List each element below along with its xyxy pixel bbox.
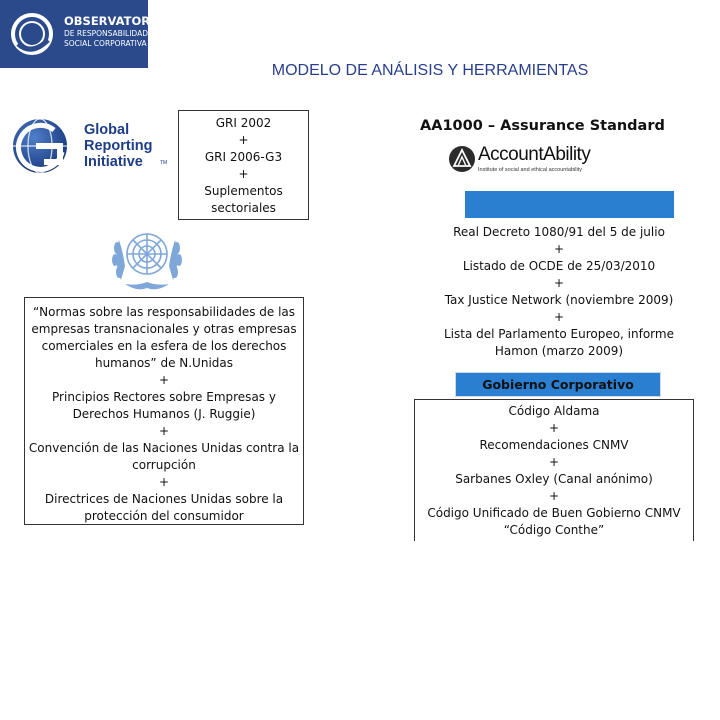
accountability-tagline: Institute of social and ethical accountability xyxy=(478,167,582,173)
gri-line: sectoriales xyxy=(211,201,276,215)
gobierno-line: + xyxy=(548,455,560,469)
un-line: protección del consumidor xyxy=(84,509,244,523)
gri-logo xyxy=(10,114,175,178)
un-emblem-icon xyxy=(107,222,187,294)
page-title: MODELO DE ANÁLISIS Y HERRAMIENTAS xyxy=(271,62,589,79)
gri-word-global: Global xyxy=(84,122,130,138)
accountability-emblem-icon xyxy=(448,144,476,174)
accountability-logo xyxy=(448,142,608,180)
gri-word-reporting: Reporting xyxy=(84,138,153,154)
un-line: Directrices de Naciones Unidas sobre la xyxy=(44,492,284,506)
un-line: Derechos Humanos (J. Ruggie) xyxy=(72,407,256,421)
observatorio-line-2: DE RESPONSABILIDAD xyxy=(64,29,148,38)
gri-globe-icon xyxy=(10,116,76,176)
fiscal-line: + xyxy=(553,276,565,290)
fiscal-line: Real Decreto 1080/91 del 5 de julio xyxy=(453,225,665,239)
un-line: Principios Rectores sobre Empresas y xyxy=(52,390,276,404)
gri-line: GRI 2002 xyxy=(215,116,272,130)
un-line: empresas transnacionales y otras empresas xyxy=(31,322,297,336)
observatorio-line-1: OBSERVATORIO xyxy=(64,14,165,28)
gobierno-corporativo-box xyxy=(414,399,694,541)
un-line: Convención de las Naciones Unidas contra la xyxy=(28,441,300,455)
observatorio-ring-icon xyxy=(8,10,60,58)
fiscal-line: Listado de OCDE de 25/03/2010 xyxy=(462,259,656,273)
gri-versions-box xyxy=(178,110,309,220)
un-norms-box xyxy=(24,297,304,525)
gobierno-line: + xyxy=(548,421,560,435)
aa1000-title: AA1000 – Assurance Standard xyxy=(420,118,665,134)
fiscal-header-band xyxy=(465,191,674,218)
gobierno-line: Recomendaciones CNMV xyxy=(479,438,629,452)
fiscal-line: + xyxy=(553,310,565,324)
observatorio-logo xyxy=(0,0,165,68)
fiscal-line: + xyxy=(553,242,565,256)
observatorio-line-3: SOCIAL CORPORATIVA xyxy=(64,39,147,48)
un-line: corrupción xyxy=(132,458,196,472)
gri-trademark: TM xyxy=(160,160,168,166)
un-line: + xyxy=(158,475,170,489)
fiscal-line: Lista del Parlamento Europeo, informe xyxy=(444,327,674,341)
fiscal-sources-list xyxy=(432,224,686,360)
fiscal-line: Tax Justice Network (noviembre 2009) xyxy=(444,293,674,307)
un-line: “Normas sobre las responsabilidades de las xyxy=(32,305,296,319)
gobierno-line: “Código Conthe” xyxy=(503,523,605,537)
un-line: humanos” de N.Unidas xyxy=(94,356,234,370)
un-line: + xyxy=(158,424,170,438)
un-line: + xyxy=(158,373,170,387)
accountability-name: AccountAbility xyxy=(478,144,591,165)
un-emblem xyxy=(107,222,187,294)
gri-line: + xyxy=(238,167,249,181)
gobierno-line: + xyxy=(548,489,560,503)
fiscal-line: Hamon (marzo 2009) xyxy=(494,344,624,358)
gobierno-line: Código Unificado de Buen Gobierno CNMV xyxy=(427,506,681,520)
gri-line: GRI 2006-G3 xyxy=(204,150,283,164)
un-line: comerciales en la esfera de los derechos xyxy=(41,339,287,353)
gobierno-line: Sarbanes Oxley (Canal anónimo) xyxy=(455,472,653,486)
gri-line: + xyxy=(238,133,249,147)
gri-line: Suplementos xyxy=(204,184,283,198)
gobierno-corporativo-label: Gobierno Corporativo xyxy=(455,372,661,397)
gobierno-line: Código Aldama xyxy=(508,404,600,418)
gri-word-initiative: Initiative xyxy=(84,154,143,170)
